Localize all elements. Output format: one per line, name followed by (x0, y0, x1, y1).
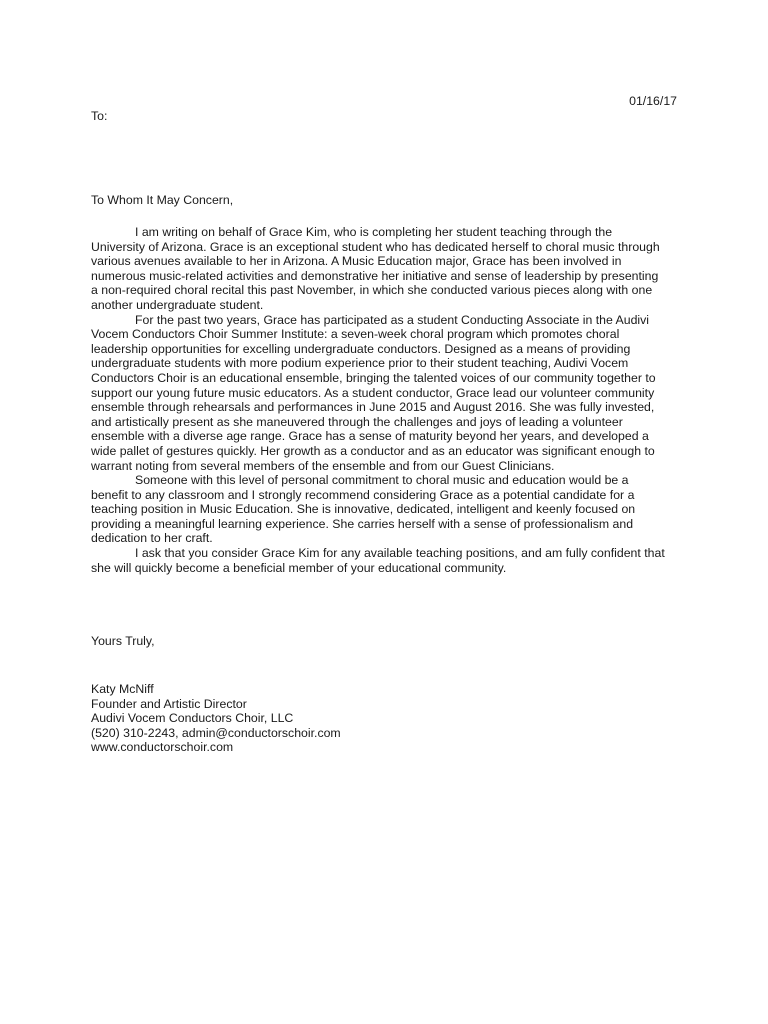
salutation: To Whom It May Concern, (91, 193, 234, 207)
signer-name: Katy McNiff (91, 682, 154, 696)
signer-organization: Audivi Vocem Conductors Choir, LLC (91, 711, 294, 726)
closing: Yours Truly, (91, 634, 155, 648)
letter-date: 01/16/17 (629, 94, 677, 108)
body-paragraph-3: Someone with this level of personal commitment to choral music and education would be a benefit to any classroom and I strongly recommend considering Grace as a potential candidate for a teaching position in Music Education. She is innovative, dedicated, intelligent and keenly focused on providing a meaningful learning experience. She carries herself with a sense of professionalism and dedication to her craft. (91, 473, 636, 546)
body-paragraph-2: For the past two years, Grace has participated as a student Conducting Associate in the Audivi Vocem Conductors Choir Summer Institute: a seven-week choral program which promotes choral leadership opportunities for excelling undergraduate conductors. Designed as a means of providing undergraduate students with more podium experience prior to their student teaching, Audivi Vocem Conductors Choir is an educational ensemble, bringing the talented voices of our community together to support our young future music educators. As a student conductor, Grace lead our volunteer community ensemble through rehearsals and performances in June 2015 and August 2016. She was fully invested, and artistically present as she maneuvered through the challenges and joys of leading a volunteer ensemble with a diverse age range. Grace has a sense of maturity beyond her years, and developed a wide pallet of gestures quickly. Her growth as a conductor and as an educator was significant enough to warrant noting from several members of the ensemble and from our Guest Clinicians. (91, 312, 656, 473)
signer-website: www.conductorschoir.com (91, 740, 234, 755)
letter-body (91, 225, 681, 575)
signer-title: Founder and Artistic Director (91, 696, 247, 711)
recipient-label: To: (91, 109, 108, 123)
signer-contact: (520) 310-2243, admin@conductorschoir.com (91, 725, 341, 740)
signature-block (91, 682, 341, 755)
body-paragraph-4: I ask that you consider Grace Kim for any available teaching positions, and am fully confident that she will quickly become a beneficial member of your educational community. (91, 546, 665, 575)
body-paragraph-1: I am writing on behalf of Grace Kim, who is completing her student teaching through the University of Arizona. Grace is an exceptional student who has dedicated herself to choral music through various avenues available to her in Arizona. A Music Education major, Grace has been involved in numerous music-related activities and demonstrative her initiative and sense of leadership by presenting a non-required choral recital this past November, in which she conducted various pieces along with one another undergraduate student. (91, 225, 660, 312)
